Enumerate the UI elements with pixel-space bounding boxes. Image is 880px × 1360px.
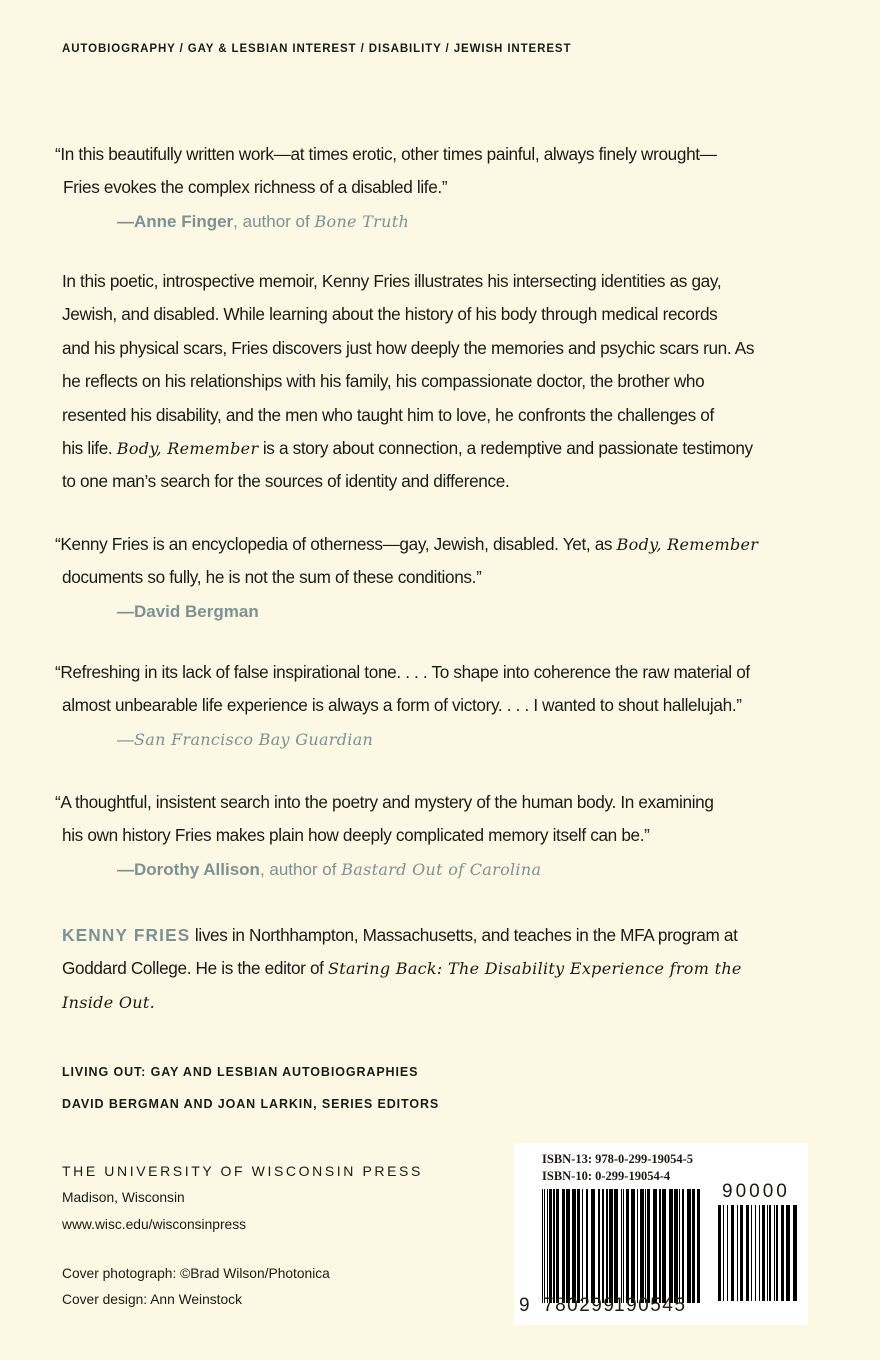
- quote-anne-finger: [55, 138, 717, 238]
- text: —: [117, 729, 134, 749]
- publisher-city: Madison, Wisconsin: [62, 1190, 185, 1205]
- barcode-bar: [679, 1189, 680, 1303]
- barcode-bar: [653, 1189, 657, 1303]
- bio-line: [62, 919, 742, 952]
- bio-line: [62, 986, 742, 1019]
- barcode-bar: [731, 1205, 734, 1301]
- barcode-bar: [740, 1205, 743, 1301]
- author-bio: [62, 919, 742, 1019]
- attribution: [55, 595, 758, 628]
- barcode-bar: [606, 1189, 608, 1303]
- barcode-bar: [692, 1189, 695, 1303]
- barcode-bar: [776, 1205, 778, 1301]
- text: is a story about connection, a redemptive and passionate testimony: [258, 438, 753, 459]
- barcode-bar: [781, 1205, 784, 1301]
- attribution: [55, 205, 717, 238]
- book-title: Body, Remember: [616, 535, 759, 554]
- text: Goddard College. He is the editor of: [62, 958, 329, 979]
- barcode-bar: [674, 1189, 678, 1303]
- barcode-bar: [727, 1205, 728, 1301]
- text: his life.: [62, 438, 117, 459]
- barcode-bar: [793, 1205, 797, 1301]
- description-line: and his physical scars, Fries discovers just how deeply the memories and psychic scars run. As: [62, 337, 755, 358]
- barcode-bar: [562, 1189, 565, 1303]
- barcode-bar: [669, 1189, 673, 1303]
- isbn-13: ISBN-13: 978-0-299-19054-5: [542, 1152, 694, 1166]
- barcode-bar: [723, 1205, 724, 1301]
- barcode-bar: [759, 1205, 760, 1301]
- barcode-bar: [591, 1189, 595, 1303]
- barcode-bar: [645, 1189, 646, 1303]
- barcode-bar: [687, 1189, 691, 1303]
- barcode-bar: [762, 1205, 765, 1301]
- description-line: Jewish, and disabled. While learning about the history of his body through medical records: [62, 304, 718, 325]
- barcode-bar: [602, 1189, 604, 1303]
- barcode-bar: [682, 1189, 684, 1303]
- quote-line: his own history Fries makes plain how deeply complicated memory itself can be.”: [62, 825, 650, 846]
- barcode-bar: [647, 1189, 650, 1303]
- barcode-bar: [577, 1189, 580, 1303]
- attribution: [55, 723, 750, 756]
- quote-line: “Refreshing in its lack of false inspirational tone. . . . To shape into coherence the raw material of: [55, 662, 750, 682]
- barcode-bar: [623, 1189, 624, 1303]
- attribution-work: Bastard Out of Carolina: [341, 859, 542, 879]
- attribution-author: —David Bergman: [117, 601, 259, 621]
- barcode-bar: [769, 1205, 771, 1301]
- attribution-text: , author of: [233, 211, 315, 231]
- publisher-url: www.wisc.edu/wisconsinpress: [62, 1217, 247, 1232]
- quote-line: [55, 528, 758, 561]
- attribution-source: San Francisco Bay Guardian: [134, 729, 374, 749]
- publisher-name: THE UNIVERSITY OF WISCONSIN PRESS: [62, 1163, 423, 1179]
- barcode-bar: [566, 1189, 570, 1303]
- quote-line: documents so fully, he is not the sum of these conditions.”: [62, 567, 482, 588]
- book-title: Body, Remember: [116, 439, 259, 459]
- quote-line: almost unbearable life experience is always a form of victory. . . . I wanted to shout hallelujah.”: [62, 695, 742, 716]
- barcode-bar: [582, 1189, 583, 1303]
- series-editors: DAVID BERGMAN AND JOAN LARKIN, SERIES EDITORS: [62, 1097, 440, 1111]
- barcode-panel: [514, 1143, 808, 1325]
- text: lives in Northhampton, Massachusetts, and teaches in the MFA program at: [190, 925, 738, 945]
- barcode-bar: [662, 1189, 666, 1303]
- barcode-bar: [640, 1189, 644, 1303]
- barcode-bar: [659, 1189, 661, 1303]
- barcode-bar: [609, 1189, 613, 1303]
- text: “Kenny Fries is an encyclopedia of otherness—gay, Jewish, disabled. Yet, as: [55, 534, 617, 554]
- subject-categories: AUTOBIOGRAPHY / GAY & LESBIAN INTEREST / DISABILITY / JEWISH INTEREST: [62, 43, 572, 55]
- book-title: Staring Back: The Disability Experience from the: [328, 959, 742, 979]
- cover-photo-credit: Cover photograph: ©Brad Wilson/Photonica: [62, 1266, 330, 1281]
- barcode-bar: [737, 1205, 738, 1301]
- barcode-bar: [547, 1189, 548, 1303]
- barcode-bar: [586, 1189, 588, 1303]
- description-line: he reflects on his relationships with his family, his compassionate doctor, the brother who: [62, 371, 705, 392]
- bio-line: [62, 952, 742, 985]
- barcode-bar: [621, 1189, 622, 1303]
- attribution-author: —Anne Finger: [117, 211, 234, 231]
- barcode-bar: [553, 1189, 555, 1303]
- barcode-bar: [631, 1189, 635, 1303]
- barcode-bar: [746, 1205, 749, 1301]
- barcode-lead-digit: 9: [519, 1295, 532, 1316]
- barcode-bar: [697, 1189, 700, 1303]
- quote-line: Fries evokes the complex richness of a disabled life.”: [63, 177, 448, 198]
- barcode-bar: [549, 1189, 552, 1303]
- barcode-bar: [637, 1189, 638, 1303]
- barcode-bar: [556, 1189, 559, 1303]
- barcode-bar: [774, 1205, 775, 1301]
- barcode-bar: [755, 1205, 756, 1301]
- book-title: Inside Out.: [62, 992, 155, 1012]
- isbn-10: ISBN-10: 0-299-19054-4: [542, 1169, 671, 1183]
- author-name: KENNY FRIES: [62, 925, 191, 945]
- description-line: to one man’s search for the sources of identity and difference.: [62, 471, 510, 492]
- barcode-bar: [626, 1189, 629, 1303]
- barcode-right-digits: 190545: [614, 1295, 687, 1316]
- attribution-work: Bone Truth: [314, 211, 410, 231]
- barcode-bar: [544, 1189, 545, 1303]
- book-description: [62, 265, 754, 499]
- barcode-bar: [572, 1189, 576, 1303]
- quote-sf-bay-guardian: [55, 656, 750, 756]
- attribution-author: —Dorothy Allison: [117, 859, 260, 879]
- description-line: resented his disability, and the men who taught him to love, he confronts the challenges of: [62, 404, 714, 425]
- price-code: 90000: [722, 1181, 790, 1202]
- quote-dorothy-allison: [55, 786, 714, 886]
- quote-david-bergman: [55, 528, 758, 628]
- barcode-bar: [718, 1205, 721, 1301]
- quote-line: “In this beautifully written work—at times erotic, other times painful, always finely wrought—: [55, 144, 717, 164]
- cover-design-credit: Cover design: Ann Weinstock: [62, 1292, 242, 1307]
- barcode-bar: [542, 1189, 543, 1303]
- attribution: [55, 853, 714, 886]
- barcode-bar: [751, 1205, 752, 1301]
- barcode-bar: [786, 1205, 790, 1301]
- attribution-text: , author of: [259, 859, 342, 879]
- description-line: [62, 432, 754, 465]
- quote-line: “A thoughtful, insistent search into the poetry and mystery of the human body. In examining: [55, 792, 714, 812]
- barcode-bar: [614, 1189, 618, 1303]
- series-title: LIVING OUT: GAY AND LESBIAN AUTOBIOGRAPHIES: [62, 1065, 419, 1079]
- description-line: In this poetic, introspective memoir, Kenny Fries illustrates his intersecting identities as gay,: [62, 271, 722, 291]
- barcode-left-digits: 780299: [543, 1295, 616, 1316]
- barcode-bar: [767, 1205, 768, 1301]
- barcode-bar: [598, 1189, 600, 1303]
